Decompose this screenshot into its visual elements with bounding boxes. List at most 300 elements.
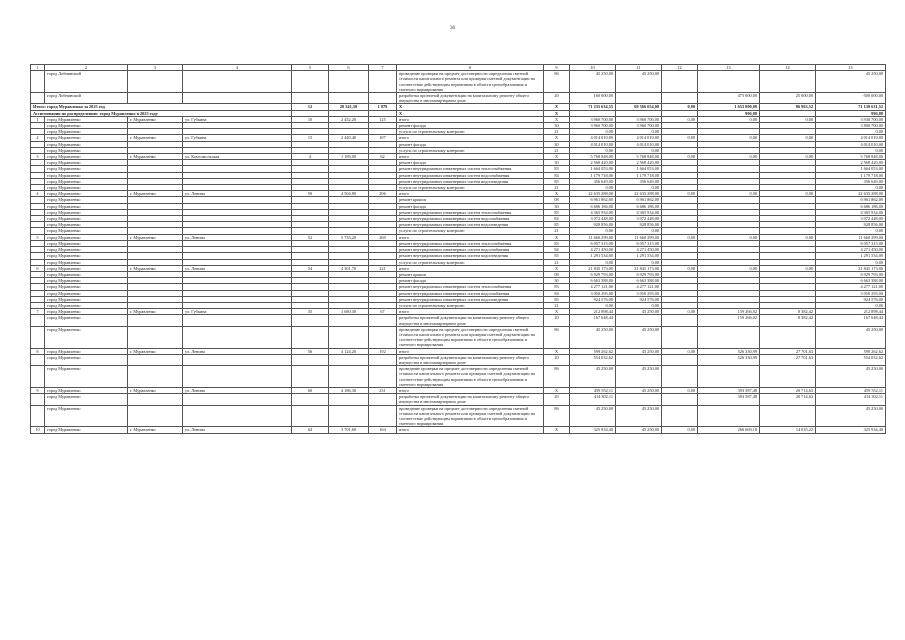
work-type-cell: ремонт внутридомовых инженерных систем водоснабжения xyxy=(397,290,544,296)
work-code-cell: Х xyxy=(544,265,570,271)
area-cell xyxy=(329,354,369,365)
column-number: 2 xyxy=(45,65,128,71)
column-15-cell: 21 845 173,00 xyxy=(816,265,886,271)
work-code-cell: 83 xyxy=(544,240,570,246)
total-cost-cell: 2 568 420,00 xyxy=(570,160,616,166)
settlement-cell: город Муравленко xyxy=(45,209,128,215)
settlement-cell: город Муравленко xyxy=(45,203,128,209)
column-15-cell: 45 250,00 xyxy=(816,405,886,427)
column-number: 9 xyxy=(544,65,570,71)
house-cell: 35 xyxy=(292,309,329,315)
settlement-cell: город Муравленко xyxy=(45,315,128,326)
row-number-cell xyxy=(31,326,45,348)
work-type-cell: итого xyxy=(397,427,544,433)
fund-cost-cell: 4 277 121,00 xyxy=(616,284,662,290)
row-number-cell xyxy=(31,315,45,326)
total-cost-cell: 0,00 xyxy=(570,228,616,234)
settlement-cell: город Муравленко xyxy=(45,222,128,228)
work-code-cell: 30 xyxy=(544,160,570,166)
column-14-cell: 20 714,63 xyxy=(760,387,816,393)
street-prefix-cell: г. Муравленко xyxy=(128,191,183,197)
column-number: 10 xyxy=(570,65,616,71)
settlement-cell: город Муравленко xyxy=(45,247,128,253)
area-cell: 3 701,60 xyxy=(329,427,369,433)
column-15-cell: 599 262,62 xyxy=(816,348,886,354)
settlement-cell: город Муравленко xyxy=(45,290,128,296)
total-cost-cell: 21 845 173,00 xyxy=(570,265,616,271)
column-15-cell: 0,00 xyxy=(816,302,886,308)
house-cell xyxy=(292,354,329,365)
total-cost-cell: 3 072 448,00 xyxy=(570,216,616,222)
settlement-cell: город Муравленко xyxy=(45,271,128,277)
total-cost-cell: 6 686 186,00 xyxy=(570,203,616,209)
column-13-cell: 0,00 xyxy=(698,154,760,160)
fund-cost-cell: 6 663 388,00 xyxy=(616,278,662,284)
total-cost-cell: 6 961 862,00 xyxy=(570,197,616,203)
total-cost-cell: 554 032,62 xyxy=(570,354,616,365)
work-code-cell: Х xyxy=(544,427,570,433)
total-cost-cell: 0,00 xyxy=(570,129,616,135)
settlement-cell: город Муравленко xyxy=(45,147,128,153)
work-code-cell: Х xyxy=(544,191,570,197)
row-number-cell xyxy=(31,354,45,365)
work-type-cell: ремонт внутридомовых инженерных систем теплоснабжения xyxy=(397,209,544,215)
total-cost-cell: 160 000,00 xyxy=(570,93,616,104)
column-14-cell: 0,00 xyxy=(760,116,816,122)
column-15-cell: 0,00 xyxy=(816,185,886,191)
area-cell xyxy=(329,366,369,388)
total-cost-cell: 45 250,00 xyxy=(570,366,616,388)
column-14-cell: 86 963,52 xyxy=(760,104,816,110)
residents-cell xyxy=(369,354,397,365)
column-12-cell: 0,00 xyxy=(662,309,698,315)
fund-cost-cell: 45 250,00 xyxy=(616,427,662,433)
total-cost-cell: 1 179 718,00 xyxy=(570,172,616,178)
fund-cost-cell: 2 568 420,00 xyxy=(616,160,662,166)
column-15-cell: 11 660 299,00 xyxy=(816,234,886,240)
page-number: 36 xyxy=(450,26,455,31)
settlement-cell: город Муравленко xyxy=(45,427,128,433)
work-type-cell: итого xyxy=(397,154,544,160)
settlement-cell: город Муравленко xyxy=(45,185,128,191)
work-type-cell: услуги по строительному контролю xyxy=(397,185,544,191)
column-15-cell: 6 057 315,00 xyxy=(816,240,886,246)
house-cell: 10 xyxy=(292,116,329,122)
column-13-cell: 475 000,00 xyxy=(698,93,760,104)
column-number: 14 xyxy=(760,65,816,71)
settlement-cell: город Муравленко xyxy=(45,253,128,259)
work-code-cell: 84 xyxy=(544,247,570,253)
work-code-cell: 20 xyxy=(544,93,570,104)
residents-cell xyxy=(369,394,397,405)
area-cell: 4 124,20 xyxy=(329,348,369,354)
work-code-cell: 85 xyxy=(544,253,570,259)
column-15-cell: 3 800 700,00 xyxy=(816,123,886,129)
residents-cell xyxy=(369,366,397,388)
total-cost-cell: 0,00 xyxy=(570,302,616,308)
column-13-cell xyxy=(698,366,760,388)
fund-cost-cell: 4 014 010,00 xyxy=(616,135,662,141)
work-type-cell: услуги по строительному контролю xyxy=(397,129,544,135)
total-cost-cell: 325 934,40 xyxy=(570,427,616,433)
settlement-cell: город Муравленко xyxy=(45,191,128,197)
column-15-cell: 6 929 793,00 xyxy=(816,271,886,277)
fund-cost-cell: 45 250,00 xyxy=(616,326,662,348)
street-cell xyxy=(183,93,292,104)
street-prefix-cell: г. Муравленко xyxy=(128,234,183,240)
column-13-cell: 526 330,99 xyxy=(698,354,760,365)
total-cost-cell: 0,00 xyxy=(570,185,616,191)
total-cost-cell: 4 014 010,00 xyxy=(570,141,616,147)
street-prefix-cell: г. Муравленко xyxy=(128,427,183,433)
work-type-cell: Х xyxy=(397,110,544,116)
fund-cost-cell: 6 929 793,00 xyxy=(616,271,662,277)
table-row xyxy=(31,315,886,326)
column-14-cell: 25 000,00 xyxy=(760,93,816,104)
settlement-cell: город Муравленко xyxy=(45,197,128,203)
street-cell xyxy=(183,405,292,427)
row-number-cell: 3 xyxy=(31,154,45,160)
work-type-cell: ремонт внутридомовых инженерных систем водоснабжения xyxy=(397,247,544,253)
table-row xyxy=(31,427,886,433)
fund-cost-cell: 69 566 654,00 xyxy=(616,104,662,110)
street-cell: ул. Ленина xyxy=(183,191,292,197)
settlement-cell: город Муравленко xyxy=(45,166,128,172)
fund-cost-cell: 3 050 295,00 xyxy=(616,290,662,296)
fund-cost-cell: 4 365 934,00 xyxy=(616,209,662,215)
column-12-cell xyxy=(662,93,698,104)
residents-cell: 1 879 xyxy=(369,104,397,110)
row-number-cell: 6 xyxy=(31,265,45,271)
fund-cost-cell: 0,00 xyxy=(616,185,662,191)
column-15-cell: 996,88 xyxy=(816,110,886,116)
house-cell: 54 xyxy=(292,265,329,271)
total-cost-cell: 45 250,00 xyxy=(570,71,616,93)
settlement-cell: город Муравленко xyxy=(45,302,128,308)
column-15-cell: 414 302,11 xyxy=(816,394,886,405)
work-code-cell: 30 xyxy=(544,123,570,129)
column-12-cell xyxy=(662,71,698,93)
street-cell: ул. Ленина xyxy=(183,234,292,240)
column-14-cell: 27 701,63 xyxy=(760,348,816,354)
work-code-cell: Х xyxy=(544,110,570,116)
settlement-cell: город Муравленко xyxy=(45,172,128,178)
area-cell: 4 301,70 xyxy=(329,265,369,271)
work-type-cell: итого xyxy=(397,135,544,141)
work-type-cell: ремонт внутридомовых инженерных систем водоотведения xyxy=(397,253,544,259)
work-code-cell: Х xyxy=(544,234,570,240)
column-14-cell: 0,00 xyxy=(760,234,816,240)
total-cost-cell: 4 365 934,00 xyxy=(570,209,616,215)
fund-cost-cell: 3 960 700,00 xyxy=(616,116,662,122)
work-type-cell: ремонт фасада xyxy=(397,160,544,166)
settlement-cell: город Муравленко xyxy=(45,234,128,240)
total-cost-cell: 6 057 315,00 xyxy=(570,240,616,246)
fund-cost-cell: 1 291 534,00 xyxy=(616,253,662,259)
column-15-cell: 71 130 631,52 xyxy=(816,104,886,110)
work-code-cell: 83 xyxy=(544,166,570,172)
street-prefix-cell xyxy=(128,315,183,326)
street-prefix-cell: г. Муравленко xyxy=(128,309,183,315)
column-number: 13 xyxy=(698,65,760,71)
work-code-cell: 21 xyxy=(544,259,570,265)
column-14-cell: 14 035,22 xyxy=(760,427,816,433)
column-13-cell: 266 669,18 xyxy=(698,427,760,433)
column-14-cell xyxy=(760,366,816,388)
settlement-cell: город Муравленко xyxy=(45,265,128,271)
fund-cost-cell: 45 250,00 xyxy=(616,405,662,427)
fund-cost-cell: 21 845 173,00 xyxy=(616,265,662,271)
settlement-cell: город Муравленко xyxy=(45,123,128,129)
settlement-cell: город Муравленко xyxy=(45,129,128,135)
work-type-cell: итого xyxy=(397,348,544,354)
work-type-cell: итого xyxy=(397,234,544,240)
work-code-cell: 83 xyxy=(544,284,570,290)
work-type-cell: услуги по строительному контролю xyxy=(397,259,544,265)
column-15-cell: 0,00 xyxy=(816,147,886,153)
house-cell: 64 xyxy=(292,427,329,433)
column-12-cell: 0,00 xyxy=(662,387,698,393)
house-cell xyxy=(292,93,329,104)
column-15-cell: 3 930 700,00 xyxy=(816,116,886,122)
work-code-cell: Х xyxy=(544,387,570,393)
column-12-cell: 0,00 xyxy=(662,427,698,433)
street-prefix-cell xyxy=(128,326,183,348)
table-row xyxy=(31,354,886,365)
settlement-cell: город Муравленко xyxy=(45,296,128,302)
house-cell xyxy=(292,394,329,405)
column-13-cell xyxy=(698,405,760,427)
work-type-cell: ремонт фасада xyxy=(397,141,544,147)
total-cost-cell: 599 262,62 xyxy=(570,348,616,354)
column-number: 12 xyxy=(662,65,698,71)
column-number: 5 xyxy=(292,65,329,71)
total-cost-cell: 22 635 288,00 xyxy=(570,191,616,197)
column-15-cell: 554 032,62 xyxy=(816,354,886,365)
column-15-cell: 325 934,40 xyxy=(816,427,886,433)
street-cell xyxy=(183,394,292,405)
settlement-cell: город Лобнинский xyxy=(45,71,128,93)
settlement-cell: город Муравленко xyxy=(45,366,128,388)
work-type-cell: итого xyxy=(397,265,544,271)
column-14-cell: 0,00 xyxy=(760,135,816,141)
work-type-cell: проведение проверки на предмет достоверности определения сметной стоимости капитального ремонта или проверки сметной документации на соответствие действующим нормативам в области ценообразования и сметного нормирования xyxy=(397,405,544,427)
column-15-cell: 2 568 420,00 xyxy=(816,160,886,166)
fund-cost-cell: 45 250,00 xyxy=(616,366,662,388)
work-type-cell: ремонт крыши xyxy=(397,197,544,203)
column-14-cell: 8 382,42 xyxy=(760,309,816,315)
work-type-cell: разработка проектной документации на капитальному ремонту общего имущества в многоквартирном доме xyxy=(397,354,544,365)
area-cell xyxy=(329,326,369,348)
column-12-cell xyxy=(662,354,698,365)
total-cost-cell: 3 050 295,00 xyxy=(570,290,616,296)
residents-cell: 107 xyxy=(369,135,397,141)
house-cell xyxy=(292,71,329,93)
total-cost-cell: 5 768 848,00 xyxy=(570,154,616,160)
work-code-cell: 85 xyxy=(544,222,570,228)
residents-cell: 67 xyxy=(369,309,397,315)
column-14-cell: 20 714,63 xyxy=(760,394,816,405)
work-code-cell: 20 xyxy=(544,354,570,365)
column-15-cell: 212 898,44 xyxy=(816,309,886,315)
row-number-cell xyxy=(31,366,45,388)
fund-cost-cell xyxy=(616,394,662,405)
column-15-cell: 0,00 xyxy=(816,129,886,135)
work-code-cell: 21 xyxy=(544,129,570,135)
column-12-cell: 0,00 xyxy=(662,191,698,197)
settlement-cell: город Муравленко xyxy=(45,278,128,284)
settlement-cell: город Муравленко xyxy=(45,178,128,184)
column-12-cell: 0,00 xyxy=(662,116,698,122)
work-code-cell: 20 xyxy=(544,394,570,405)
column-12-cell: 0,00 xyxy=(662,135,698,141)
fund-cost-cell: 45 250,00 xyxy=(616,71,662,93)
table-row xyxy=(31,326,886,348)
fund-cost-cell: 928 856,00 xyxy=(616,222,662,228)
capital-repair-table-sheet xyxy=(30,64,885,434)
column-15-cell: 924 576,00 xyxy=(816,296,886,302)
total-cost-cell: 459 552,11 xyxy=(570,387,616,393)
settlement-cell: город Лобнинский xyxy=(45,93,128,104)
street-cell: ул. Ленина xyxy=(183,427,292,433)
settlement-cell: город Муравленко xyxy=(45,240,128,246)
column-15-cell: 1 291 534,00 xyxy=(816,253,886,259)
column-12-cell: 0,00 xyxy=(662,234,698,240)
column-14-cell xyxy=(760,405,816,427)
street-prefix-cell: г. Муравленко xyxy=(128,154,183,160)
residents-cell: 62 xyxy=(369,154,397,160)
column-13-cell: 159 266,02 xyxy=(698,309,760,315)
work-code-cell: Х xyxy=(544,154,570,160)
work-type-cell: ремонт внутридомовых инженерных систем водоотведения xyxy=(397,222,544,228)
street-prefix-cell xyxy=(128,354,183,365)
settlement-cell: город Муравленко xyxy=(45,326,128,348)
total-cost-cell: 212 898,44 xyxy=(570,309,616,315)
column-13-cell: 393 587,48 xyxy=(698,394,760,405)
column-13-cell: 526 330,99 xyxy=(698,348,760,354)
street-prefix-cell: г. Муравленко xyxy=(128,348,183,354)
work-type-cell: итого xyxy=(397,116,544,122)
column-15-cell: 0,00 xyxy=(816,228,886,234)
row-number-cell xyxy=(31,405,45,427)
street-prefix-cell xyxy=(128,394,183,405)
column-15-cell: 45 250,00 xyxy=(816,326,886,348)
column-14-cell xyxy=(760,71,816,93)
fund-cost-cell: 1 664 053,00 xyxy=(616,166,662,172)
residents-cell: 164 xyxy=(369,427,397,433)
fund-cost-cell: 45 250,00 xyxy=(616,348,662,354)
street-cell: ул. Губкина xyxy=(183,116,292,122)
work-code-cell: 21 xyxy=(544,228,570,234)
column-14-cell: 0,00 xyxy=(760,191,816,197)
total-cost-cell: 6 929 793,00 xyxy=(570,271,616,277)
column-13-cell xyxy=(698,326,760,348)
total-cost-cell: 6 663 388,00 xyxy=(570,278,616,284)
street-cell xyxy=(183,366,292,388)
residents-cell xyxy=(369,315,397,326)
table-row xyxy=(31,405,886,427)
fund-cost-cell: 22 635 288,00 xyxy=(616,191,662,197)
total-cost-cell: 71 235 634,55 xyxy=(570,104,616,110)
column-13-cell: 159 266,02 xyxy=(698,315,760,326)
fund-cost-cell: 1 179 718,00 xyxy=(616,172,662,178)
work-code-cell: 21 xyxy=(544,185,570,191)
fund-cost-cell: 4 014 010,00 xyxy=(616,141,662,147)
column-14-cell xyxy=(760,326,816,348)
fund-cost-cell: 45 250,00 xyxy=(616,387,662,393)
work-code-cell: 21 xyxy=(544,147,570,153)
street-prefix-cell xyxy=(128,71,183,93)
work-code-cell: 86 xyxy=(544,405,570,427)
column-12-cell: 0,00 xyxy=(662,265,698,271)
residents-cell xyxy=(369,93,397,104)
total-cost-cell: 45 250,00 xyxy=(570,405,616,427)
work-code-cell: 21 xyxy=(544,302,570,308)
residents-cell: 125 xyxy=(369,116,397,122)
work-code-cell: 08 xyxy=(544,271,570,277)
street-cell: ул. Комсомольская xyxy=(183,154,292,160)
work-code-cell: 20 xyxy=(544,315,570,326)
summary-label: Итого: город Муравленко за 2025 год xyxy=(31,104,292,110)
house-cell xyxy=(292,326,329,348)
column-14-cell: 0,00 xyxy=(760,265,816,271)
row-number-cell: 9 xyxy=(31,387,45,393)
total-cost-cell: 11 660 299,00 xyxy=(570,234,616,240)
area-cell: 4 504,80 xyxy=(329,191,369,197)
fund-cost-cell: 6 057 315,00 xyxy=(616,240,662,246)
street-prefix-cell: г. Муравленко xyxy=(128,135,183,141)
settlement-cell: город Муравленко xyxy=(45,354,128,365)
fund-cost-cell: 11 660 299,00 xyxy=(616,234,662,240)
column-15-cell: 4 014 010,00 xyxy=(816,141,886,147)
column-15-cell: 4 365 934,00 xyxy=(816,209,886,215)
row-number-cell: 1 xyxy=(31,116,45,122)
area-cell xyxy=(329,315,369,326)
total-cost-cell: 356 649,00 xyxy=(570,178,616,184)
column-15-cell: 928 856,00 xyxy=(816,222,886,228)
settlement-cell: город Муравленко xyxy=(45,284,128,290)
column-15-cell: -500 000,00 xyxy=(816,93,886,104)
row-number-cell xyxy=(31,93,45,104)
street-prefix-cell xyxy=(128,93,183,104)
fund-cost-cell: 0,00 xyxy=(616,147,662,153)
settlement-cell: город Муравленко xyxy=(45,394,128,405)
street-cell xyxy=(183,71,292,93)
street-cell: ул. Ленина xyxy=(183,265,292,271)
fund-cost-cell: 5 768 848,00 xyxy=(616,154,662,160)
work-code-cell: Х xyxy=(544,104,570,110)
settlement-cell: город Муравленко xyxy=(45,135,128,141)
work-type-cell: ремонт внутридомовых инженерных систем теплоснабжения xyxy=(397,166,544,172)
total-cost-cell: 45 250,00 xyxy=(570,326,616,348)
work-code-cell: 30 xyxy=(544,141,570,147)
row-number-cell: 5 xyxy=(31,234,45,240)
residents-cell: 269 xyxy=(369,234,397,240)
fund-cost-cell: 356 649,00 xyxy=(616,178,662,184)
column-14-cell: 27 701,63 xyxy=(760,354,816,365)
residents-cell: 206 xyxy=(369,191,397,197)
row-number-cell: 8 xyxy=(31,348,45,354)
house-cell: 52 xyxy=(292,234,329,240)
column-number: 4 xyxy=(183,65,292,71)
work-code-cell: Х xyxy=(544,309,570,315)
settlement-cell: город Муравленко xyxy=(45,116,128,122)
fund-cost-cell: 0,00 xyxy=(616,302,662,308)
total-cost-cell: 4 277 121,00 xyxy=(570,284,616,290)
settlement-cell: город Муравленко xyxy=(45,216,128,222)
work-code-cell: 86 xyxy=(544,326,570,348)
house-cell: 50 xyxy=(292,191,329,197)
